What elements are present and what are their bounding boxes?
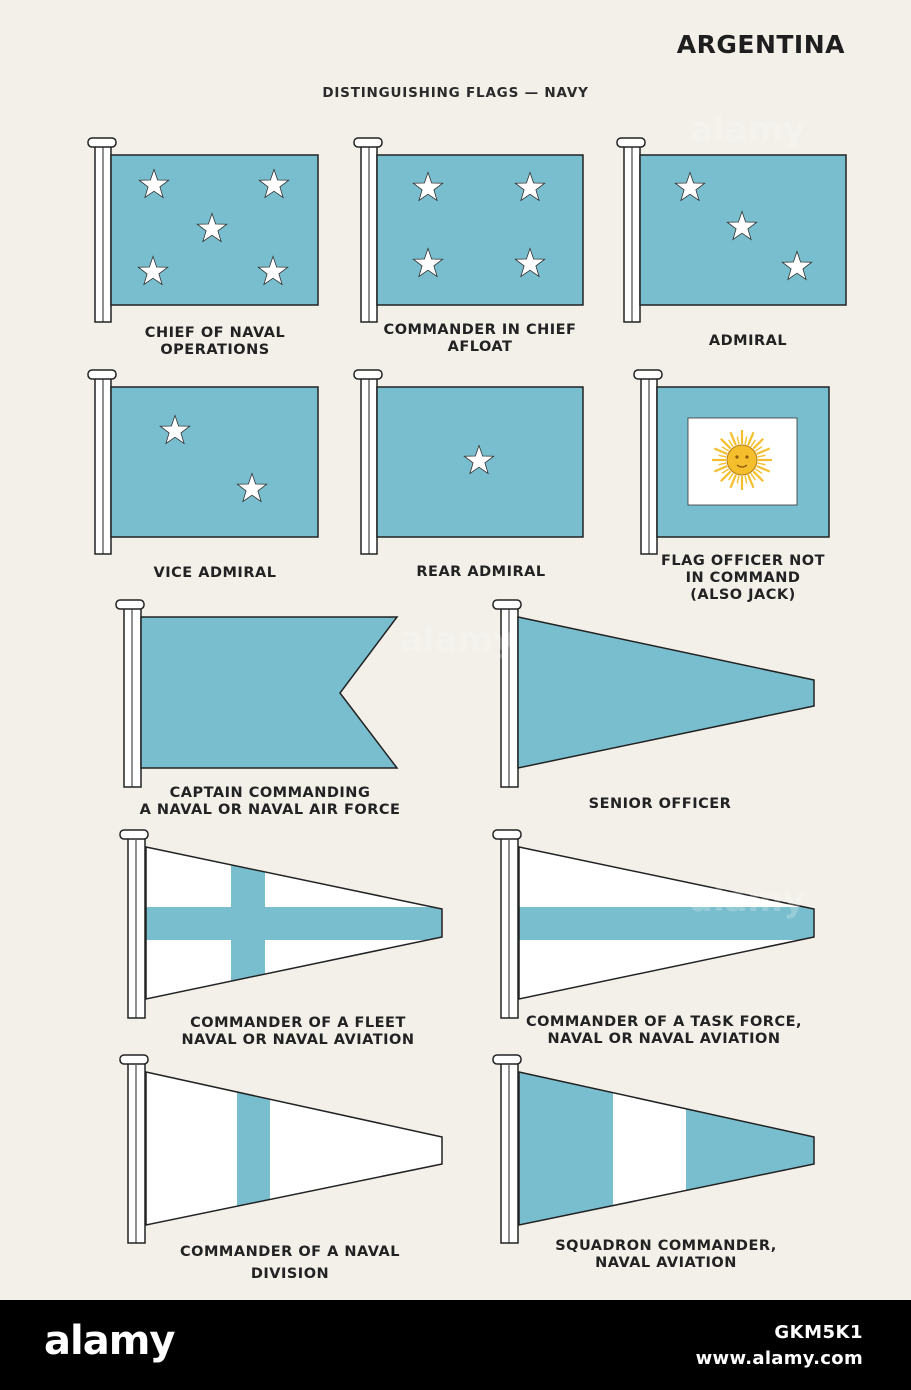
flag-captain-commanding bbox=[116, 600, 397, 787]
sun-icon bbox=[712, 430, 772, 490]
flag-commander-in-chief-afloat bbox=[354, 138, 583, 322]
stock-footer-bar bbox=[0, 1300, 911, 1390]
flag-commander-of-a-task-force bbox=[493, 830, 819, 1018]
caption-captain-commanding: CAPTAIN COMMANDING A NAVAL OR NAVAL AIR FORCE bbox=[139, 785, 401, 818]
flag-commander-of-a-fleet bbox=[120, 830, 446, 1018]
caption-chief-of-naval-operations: CHIEF OF NAVAL OPERATIONS bbox=[144, 325, 286, 358]
caption-commander-in-chief-afloat: COMMANDER IN CHIEF AFLOAT bbox=[383, 322, 577, 355]
caption-vice-admiral: VICE ADMIRAL bbox=[153, 565, 277, 581]
caption-squadron-commander: SQUADRON COMMANDER, NAVAL AVIATION bbox=[555, 1238, 777, 1271]
caption-rear-admiral: REAR ADMIRAL bbox=[416, 564, 546, 580]
caption-admiral: ADMIRAL bbox=[708, 333, 788, 349]
flag-squadron-commander bbox=[493, 1055, 821, 1243]
alamy-logo: alamy bbox=[44, 1318, 175, 1364]
watermark-text: alamy bbox=[690, 110, 806, 150]
watermark-text: alamy bbox=[400, 620, 516, 660]
pole-cap bbox=[88, 138, 116, 147]
flag-admiral bbox=[617, 138, 846, 322]
caption-senior-officer: SENIOR OFFICER bbox=[588, 796, 732, 812]
caption-commander-of-a-naval-division: COMMANDER OF A NAVAL DIVISION bbox=[180, 1244, 400, 1282]
caption-commander-of-a-fleet: COMMANDER OF A FLEET NAVAL OR NAVAL AVIATION bbox=[181, 1015, 415, 1048]
site-url: www.alamy.com bbox=[695, 1348, 863, 1369]
flag-commander-of-a-naval-division bbox=[120, 1055, 442, 1243]
caption-flag-officer-not-in-command: FLAG OFFICER NOT IN COMMAND (ALSO JACK) bbox=[661, 553, 825, 603]
page-subtitle: DISTINGUISHING FLAGS — NAVY bbox=[322, 85, 589, 101]
flag-rear-admiral bbox=[354, 370, 583, 554]
flag-vice-admiral bbox=[88, 370, 318, 554]
watermark-text: alamy bbox=[690, 880, 806, 920]
flag-flag-officer-not-in-command bbox=[634, 370, 829, 554]
page-title: ARGENTINA bbox=[676, 30, 845, 59]
flag-senior-officer bbox=[493, 600, 814, 787]
image-id: GKM5K1 bbox=[774, 1322, 863, 1343]
flag-chief-of-naval-operations bbox=[88, 138, 318, 322]
caption-commander-of-a-task-force: COMMANDER OF A TASK FORCE, NAVAL OR NAVAL AVIATION bbox=[525, 1014, 803, 1047]
